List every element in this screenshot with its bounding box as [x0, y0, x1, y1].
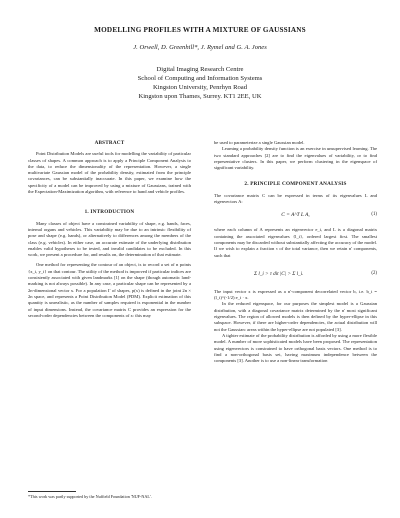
affiliation-line: Kingston University, Penrhyn Road [152, 84, 248, 91]
affiliation-line: Digital Imaging Research Centre [156, 66, 244, 73]
body-paragraph: Many classes of object have a constrained variability of shape, e.g. hands, faces, internal organs and vehicles. This variability may be due to an intrinsic flexibility of pose and shape (e.g. hands), or alternatively to differences among the members of the class (e.g. vehicles). In either case, an accurate estimate of the underlying distribution enables valid hypotheses to be tested, and invalid candidates to be excluded. In this work, we present a procedure for, and results on, the determination of that estimate. [28, 220, 191, 258]
abstract-heading: ABSTRACT [94, 140, 125, 146]
equation-text: Σ l_i > τ dit |C| > Σ l_i. [254, 270, 304, 277]
section-heading-introduction: 1. INTRODUCTION [84, 209, 135, 216]
affiliation-line: Kingston upon Thames, Surrey. KT1 2EE, UK [138, 93, 262, 100]
body-paragraph: be used to parameterize a single Gaussian model. [214, 140, 305, 145]
body-paragraph: The input vector x is expressed as a n'-component decorrelated vector b, i.e. b_i = (l_i)^(-1/2) e_i · x. [214, 288, 377, 301]
right-column [214, 140, 377, 364]
body-paragraph: The covariance matrix C can be expressed in terms of its eigenvalues L and eigenvectors A: [214, 192, 377, 205]
body-paragraph: where each column of A represents an eigenvector e_i, and L is a diagonal matrix containing the associated eigenvalues {l_i}, ordered largest first. The smallest components may be discarded without substantially affecting the accuracy of the model. If we wish to explain a fraction τ of the total variance, then we retain n' components, such that [214, 227, 377, 258]
footnote-divider [28, 491, 76, 492]
equation-1 [214, 212, 377, 220]
affiliation-line: School of Computing and Information Systems [137, 75, 263, 82]
abstract-text: Point Distribution Models are useful tools for modelling the variability of particular classes of shapes. A common approach is to apply a Principle Component Analysis to the data, to reduce the dimensionality of the representation. However, a single multivariate Gaussian model of the probability density, estimated from the principle covariances, can be substantially inaccurate. In this paper, we examine how the specificity of a model can be improved by using a mixture of Gaussians, trained with the Expectation-Maximization algorithm, with reference to hand and vehicle profiles. [28, 151, 191, 195]
body-paragraph: In the reduced eigenspace, for our purposes the simplest model is a Gaussian distribution, with a diagonal covariance matrix determined by the n' most significant eigenvalues. The region of allowed models is then defined by the hyper-ellipse in this subspace. However, if there are higher-order dependencies, the actual distribution will not the Gaussian: areas within the hyper-ellipse are not populated [3]. [214, 301, 377, 332]
section-heading-pca: 2. PRINCIPLE COMPONENT ANALYSIS [244, 181, 347, 188]
left-column [28, 140, 191, 319]
body-paragraph: Learning a probability density function is an exercise in unsupervised learning. The two standard approaches [2] are to find the eigenvalues of variability, or to find representative clusters. In this paper, we perform clustering in the eigenspace of significant variability. [214, 146, 377, 171]
author-list: J. Orwell, D. Greenhill*, J. Rymel and G. A. Jones [133, 44, 267, 51]
footnote: *This work was partly supported by the Nuffield Foundation 'NUF-NAL'. [28, 494, 152, 499]
paper-title: MODELLING PROFILES WITH A MIXTURE OF GAUSSIANS [94, 26, 306, 34]
body-paragraph: One method for representing the contour of an object, is to record a set of n points {x_i, y_i} on that contour. The utility of the method is improved if particular indices are consistently associated with given landmarks [1] on the shape (though automatic land-marking is not always possible). In any case, a particular shape can be represented by a 2n-dimensional vector x. For a population Γ of shapes, p(x) is defined in the joint 2n × 2n space, and represents a Point Distribution Model (PDM). Explicit estimation of this quantity is unrealistic, as the number of samples required is exponential in the number of input dimensions. Instead, the covariance matrix C provides an expression for the second-order dependencies between the components of x: this may [28, 262, 191, 318]
equation-number: (2) [371, 270, 377, 276]
equation-2 [214, 265, 377, 283]
body-paragraph: A tighter estimate of the probability distribution is afforded by using a more flexible model. A number of more sophisticated models have been proposed. The representation using eigenvectors is constrained to have orthogonal basis vectors. One method is to find a non-orthogonal basis set, having maximum independence between the components [3]. Another is to use a non-linear transformation [214, 332, 377, 364]
equation-number: (1) [371, 212, 377, 218]
equation-text: C = A^T L A, [281, 212, 310, 219]
